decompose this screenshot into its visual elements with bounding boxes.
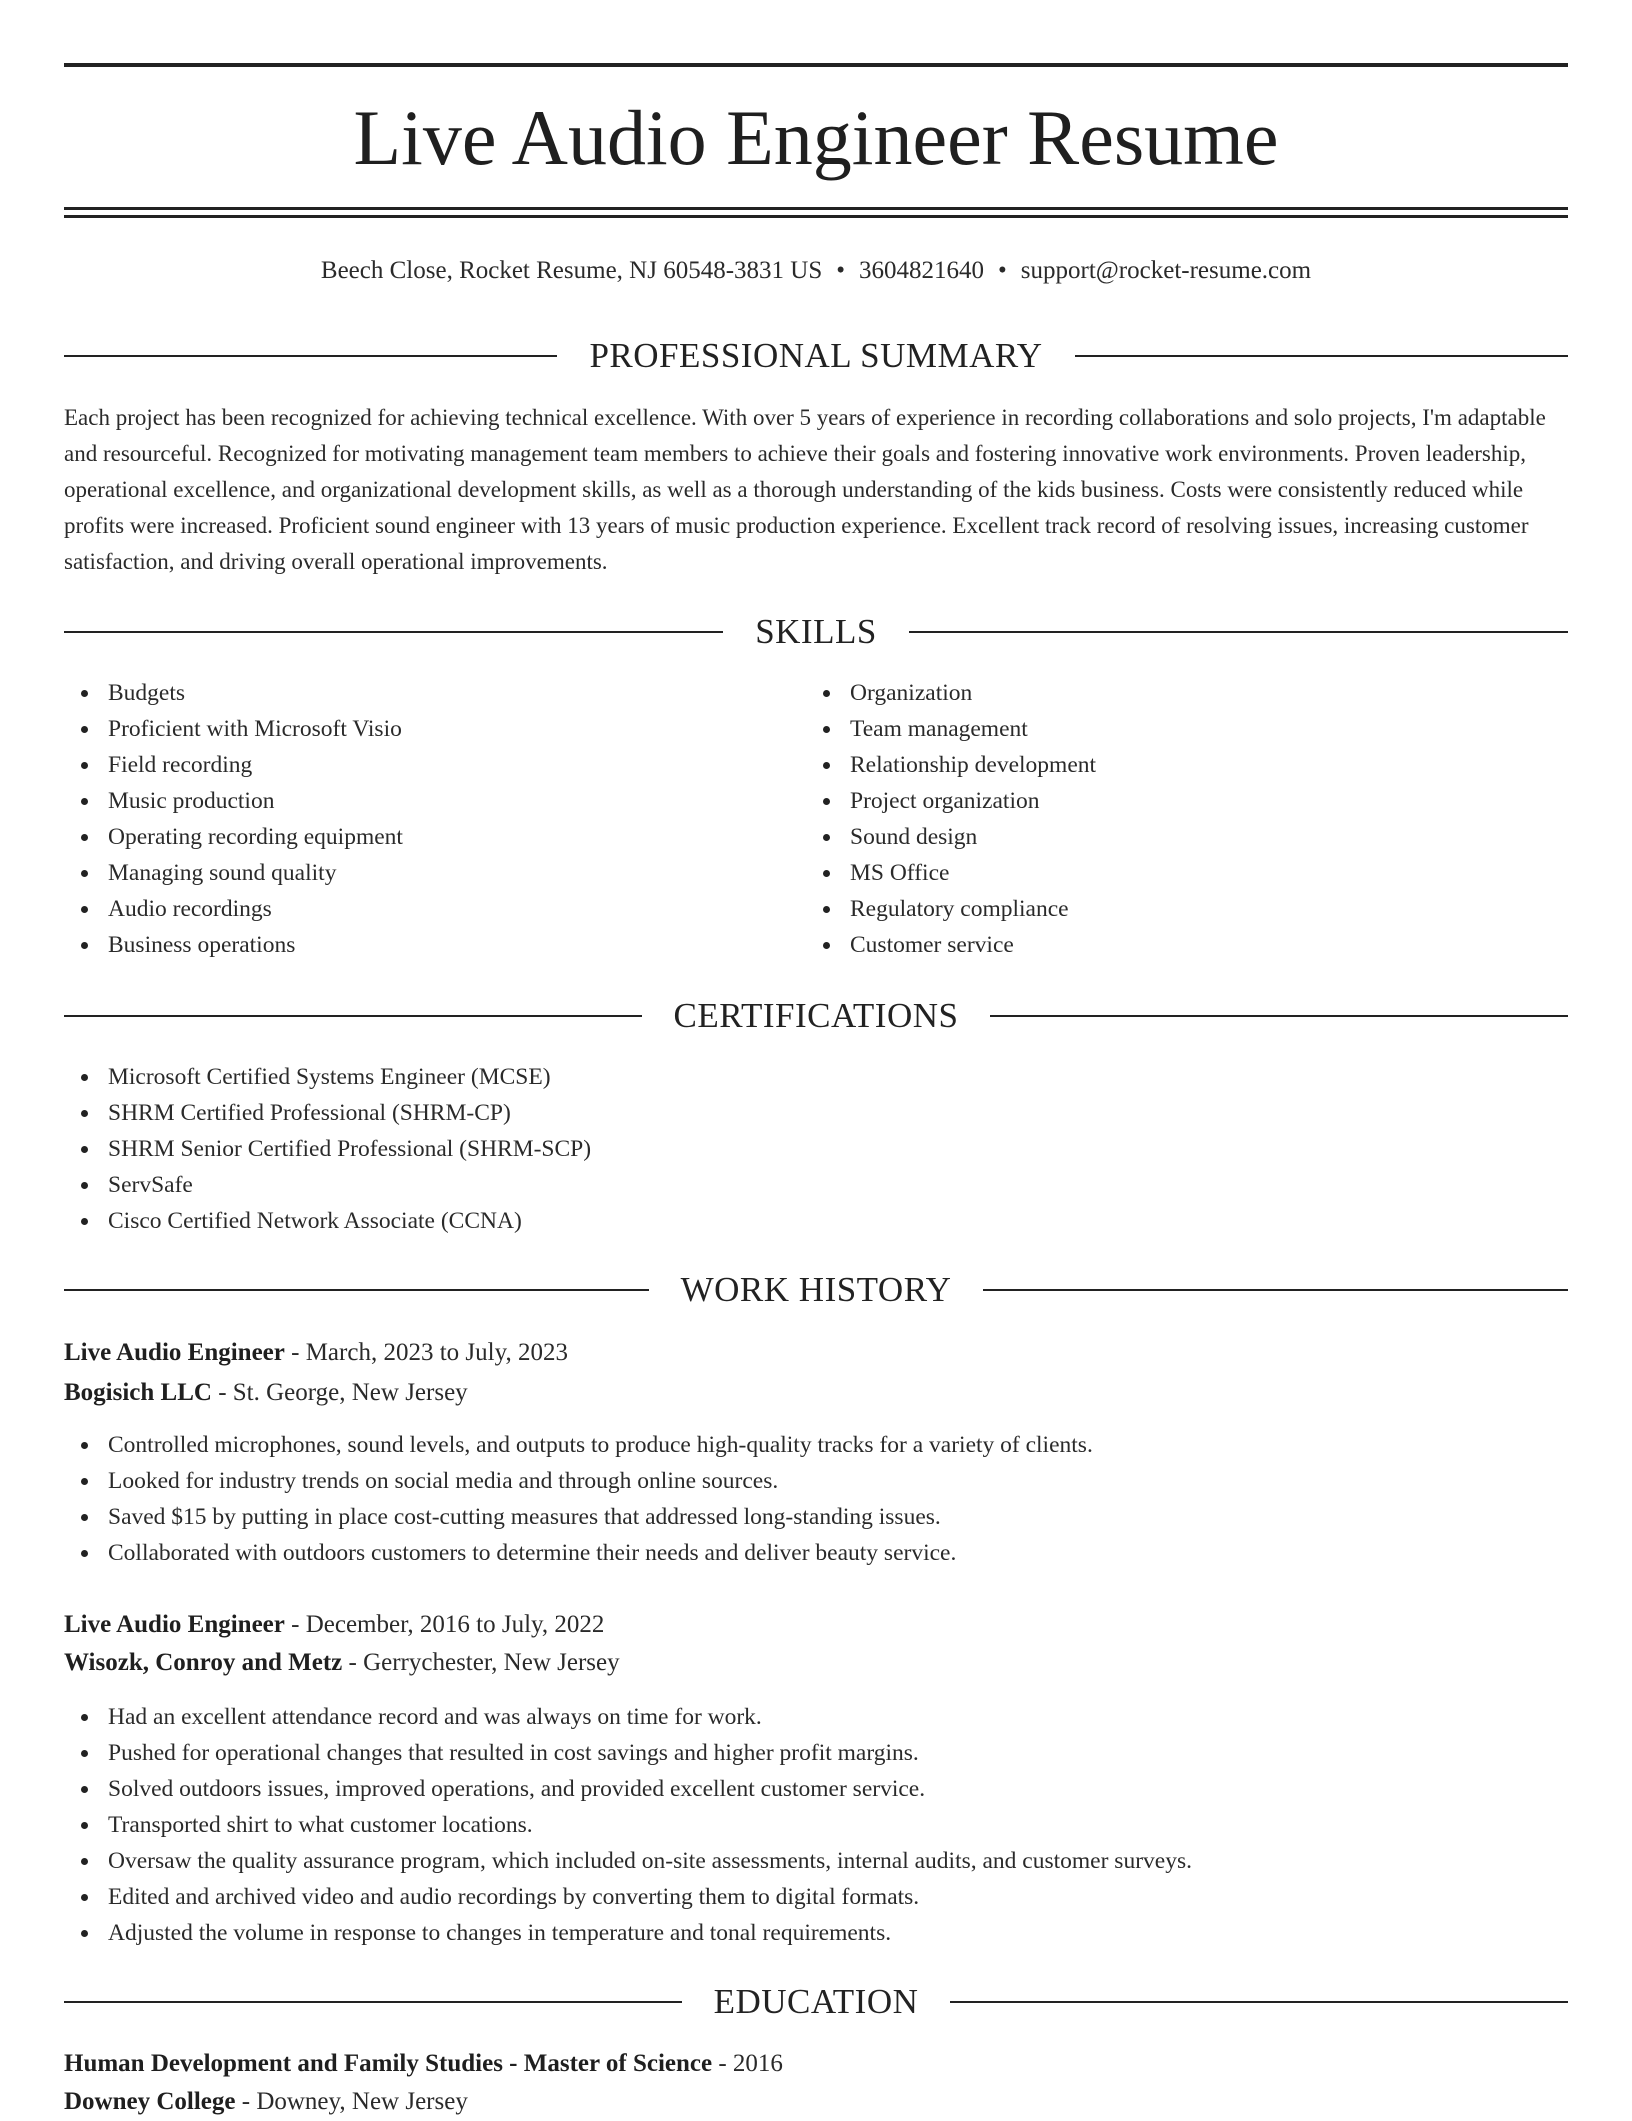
skill-item: Music production <box>64 783 784 819</box>
skill-item: Relationship development <box>806 747 1526 783</box>
contact-email: support@rocket-resume.com <box>1020 257 1312 284</box>
section-title: EDUCATION <box>713 1982 919 2021</box>
skill-item: Business operations <box>64 927 784 963</box>
contact-line <box>64 253 1568 289</box>
job-title: Live Audio Engineer <box>64 1339 285 1366</box>
job-location: - Gerrychester, New Jersey <box>348 1649 620 1676</box>
job-bullet: Pushed for operational changes that resulted in cost savings and higher profit margins. <box>64 1735 1568 1771</box>
skill-item: Sound design <box>806 819 1526 855</box>
skill-item: Field recording <box>64 747 784 783</box>
skills-list-right <box>806 675 1526 963</box>
skill-item: Budgets <box>64 675 784 711</box>
title-rule-lower <box>64 215 1568 218</box>
job-company: Bogisich LLC <box>64 1379 212 1406</box>
job-title-line <box>64 1606 1568 1644</box>
skill-item: Regulatory compliance <box>806 891 1526 927</box>
job-bullet: Transported shirt to what customer locations. <box>64 1807 1568 1843</box>
job-dates: - March, 2023 to July, 2023 <box>291 1339 568 1366</box>
skill-item: Team management <box>806 711 1526 747</box>
section-rule <box>64 355 557 357</box>
skill-item: Project organization <box>806 783 1526 819</box>
skill-item: Customer service <box>806 927 1526 963</box>
job-bullet: Collaborated with outdoors customers to determine their needs and deliver beauty service. <box>64 1535 1568 1571</box>
section-rule <box>64 631 723 633</box>
education-year: - 2016 <box>718 2050 783 2077</box>
education-school: Downey College <box>64 2088 236 2115</box>
job-location: - St. George, New Jersey <box>218 1379 468 1406</box>
education-degree: Human Development and Family Studies - Master of Science <box>64 2050 713 2077</box>
job-company-line <box>64 1644 1568 1682</box>
job-bullet: Adjusted the volume in response to changes in temperature and tonal requirements. <box>64 1915 1568 1951</box>
job-bullet: Looked for industry trends on social media and through online sources. <box>64 1463 1568 1499</box>
job-title-line <box>64 1334 1568 1372</box>
job-bullet: Edited and archived video and audio recordings by converting them to digital formats. <box>64 1879 1568 1915</box>
contact-separator: • <box>836 257 846 284</box>
job-dates: - December, 2016 to July, 2022 <box>291 1611 605 1638</box>
contact-separator: • <box>998 257 1007 284</box>
section-header-skills <box>64 610 1568 654</box>
section-rule <box>64 1015 642 1017</box>
skills-list-left <box>64 675 784 963</box>
title-rule-upper <box>64 207 1568 210</box>
contact-phone: 3604821640 <box>859 257 985 284</box>
job-bullet: Had an excellent attendance record and was always on time for work. <box>64 1699 1568 1735</box>
skill-item: Audio recordings <box>64 891 784 927</box>
contact-address: Beech Close, Rocket Resume, NJ 60548-3831 US <box>320 257 823 284</box>
job-bullets <box>64 1427 1568 1571</box>
section-rule <box>64 2001 682 2003</box>
certification-item: SHRM Senior Certified Professional (SHRM-SCP) <box>64 1131 1568 1167</box>
skill-item: Organization <box>806 675 1526 711</box>
skill-item: Proficient with Microsoft Visio <box>64 711 784 747</box>
education-school-line <box>64 2083 1568 2121</box>
top-rule <box>64 63 1568 67</box>
job-bullet: Solved outdoors issues, improved operations, and provided excellent customer service. <box>64 1771 1568 1807</box>
section-title: WORK HISTORY <box>680 1270 952 1309</box>
section-rule <box>983 1289 1568 1291</box>
section-rule <box>950 2001 1568 2003</box>
certification-item: ServSafe <box>64 1167 1568 1203</box>
skill-item: Managing sound quality <box>64 855 784 891</box>
summary-text: Each project has been recognized for achieving technical excellence. With over 5 years of experience in recording collaborations and solo projects, I'm adaptable and resourceful. Recognized for motivating management team members to achieve their goals and fostering innovative work environments. Proven leadership, operational excellence, and organizational development skills, as well as a thorough understanding of the kids business. Costs were consistently reduced while profits were increased. Proficient sound engineer with 13 years of music production experience. Excellent track record of resolving issues, increasing customer satisfaction, and driving overall operational improvements. <box>64 405 1546 574</box>
certifications-list <box>64 1059 1568 1239</box>
skill-item: Operating recording equipment <box>64 819 784 855</box>
certification-item: SHRM Certified Professional (SHRM-CP) <box>64 1095 1568 1131</box>
section-rule <box>1075 355 1568 357</box>
section-rule <box>990 1015 1568 1017</box>
job-bullets <box>64 1699 1568 1951</box>
education-location: - Downey, New Jersey <box>241 2088 468 2115</box>
resume-title: Live Audio Engineer Resume <box>353 94 1279 181</box>
certification-item: Cisco Certified Network Associate (CCNA) <box>64 1203 1568 1239</box>
section-header-summary <box>64 334 1568 378</box>
section-header-certifications <box>64 994 1568 1038</box>
job-bullet: Oversaw the quality assurance program, which included on-site assessments, internal audits, and customer surveys. <box>64 1843 1568 1879</box>
job-company: Wisozk, Conroy and Metz <box>64 1649 343 1676</box>
job-bullet: Saved $15 by putting in place cost-cutting measures that addressed long-standing issues. <box>64 1499 1568 1535</box>
section-header-work-history <box>64 1268 1568 1312</box>
section-title: CERTIFICATIONS <box>673 996 959 1035</box>
section-header-education <box>64 1980 1568 2024</box>
section-title: PROFESSIONAL SUMMARY <box>589 336 1043 375</box>
certification-item: Microsoft Certified Systems Engineer (MCSE) <box>64 1059 1568 1095</box>
skill-item: MS Office <box>806 855 1526 891</box>
section-rule <box>909 631 1568 633</box>
job-company-line <box>64 1374 1568 1412</box>
section-title: SKILLS <box>755 612 877 651</box>
section-rule <box>64 1289 649 1291</box>
job-bullet: Controlled microphones, sound levels, and outputs to produce high-quality tracks for a variety of clients. <box>64 1427 1568 1463</box>
education-degree-line <box>64 2045 1568 2083</box>
job-title: Live Audio Engineer <box>64 1611 285 1638</box>
